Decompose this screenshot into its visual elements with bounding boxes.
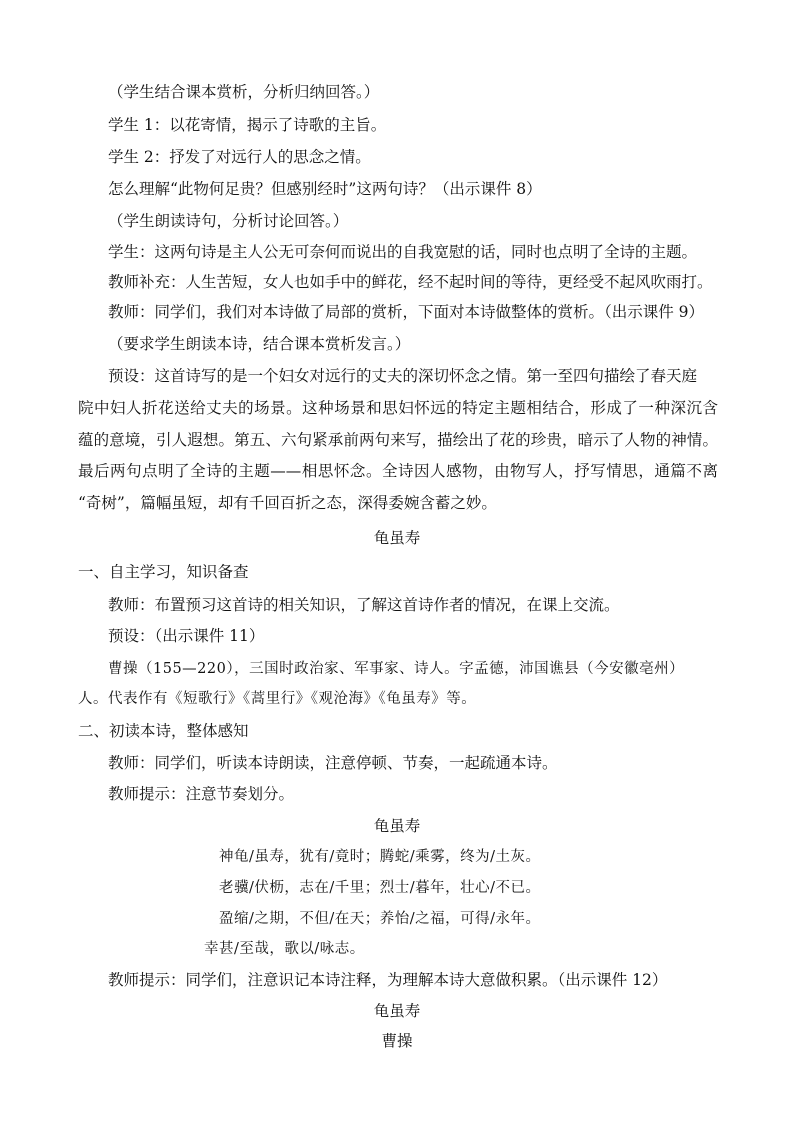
section-heading: 二、初读本诗，整体感知 [78,722,249,740]
paragraph-line: 怎么理解“此物何足贵？但感别经时”这两句诗？（出示课件 8） [108,180,542,198]
paragraph-line: 教师：布置预习这首诗的相关知识，了解这首诗作者的情况，在课上交流。 [108,596,620,614]
paragraph-line: 预设：这首诗写的是一个妇女对远行的丈夫的深切怀念之情。第一至四句描绘了春天庭 [108,367,698,385]
paragraph-line: 最后两句点明了全诗的主题——相思怀念。全诗因人感物，由物写人，抒写情思，通篇不离 [78,462,718,480]
poem-line: 幸甚/至哉，歌以/咏志。 [204,941,365,957]
poem-line: 神龟/虽寿，犹有/竟时；腾蛇/乘雾，终为/土灰。 [219,849,541,865]
paragraph-line: 教师：同学们，我们对本诗做了局部的赏析，下面对本诗做整体的赏析。（出示课件 9） [108,303,705,321]
paragraph-line: （学生结合课本赏析，分析归纳回答。） [108,83,380,101]
paragraph-line: 学生 2：抒发了对远行人的思念之情。 [108,148,371,166]
poem-line: 老骥/伏枥，志在/千里；烈士/暮年，壮心/不已。 [219,880,541,896]
poem-line: 盈缩/之期，不但/在天；养怡/之福，可得/永年。 [219,911,541,927]
paragraph-line: 教师补充：人生苦短，女人也如手中的鲜花，经不起时间的等待，更经受不起风吹雨打。 [108,273,713,291]
paragraph-line: （学生朗读诗句，分析讨论回答。） [108,212,349,230]
section-heading: 一、自主学习，知识备查 [78,563,249,581]
paragraph-line: 院中妇人折花送给丈夫的场景。这种场景和思妇怀远的特定主题相结合，形成了一种深沉含 [78,399,718,417]
author-bio-line: 人。代表作有《短歌行》《蒿里行》《观沧海》《龟虽寿》等。 [78,691,477,707]
paragraph-line: “奇树”，篇幅虽短，却有千回百折之态，深得委婉含蓄之妙。 [78,494,497,512]
paragraph-line: 蕴的意境，引人遐想。第五、六句紧承前两句来写，描绘出了花的珍贵，暗示了人物的神情。 [78,431,718,449]
section-title: 龟虽寿 [373,529,421,547]
paragraph-line: 预设：（出示课件 11） [108,627,265,645]
poem-title: 龟虽寿 [373,817,421,835]
paragraph-line: 教师提示：同学们，注意识记本诗注释，为理解本诗大意做积累。（出示课件 12） [108,971,668,989]
paragraph-line: 教师提示：注意节奏划分。 [108,785,295,803]
paragraph-line: 教师：同学们，听读本诗朗读，注意停顿、节奏，一起疏通本诗。 [108,754,558,772]
paragraph-line: 学生：这两句诗是主人公无可奈何而说出的自我宽慰的话，同时也点明了全诗的主题。 [108,243,698,261]
paragraph-line: （要求学生朗读本诗，结合课本赏析发言。） [108,335,411,353]
paragraph-line: 学生 1：以花寄情，揭示了诗歌的主旨。 [108,116,387,134]
poem-author: 曹操 [381,1032,413,1050]
author-bio-line: 曹操（155—220），三国时政治家、军事家、诗人。字孟德，沛国谯县（今安徽亳州） [108,661,685,677]
poem-title: 龟虽寿 [373,1002,421,1020]
